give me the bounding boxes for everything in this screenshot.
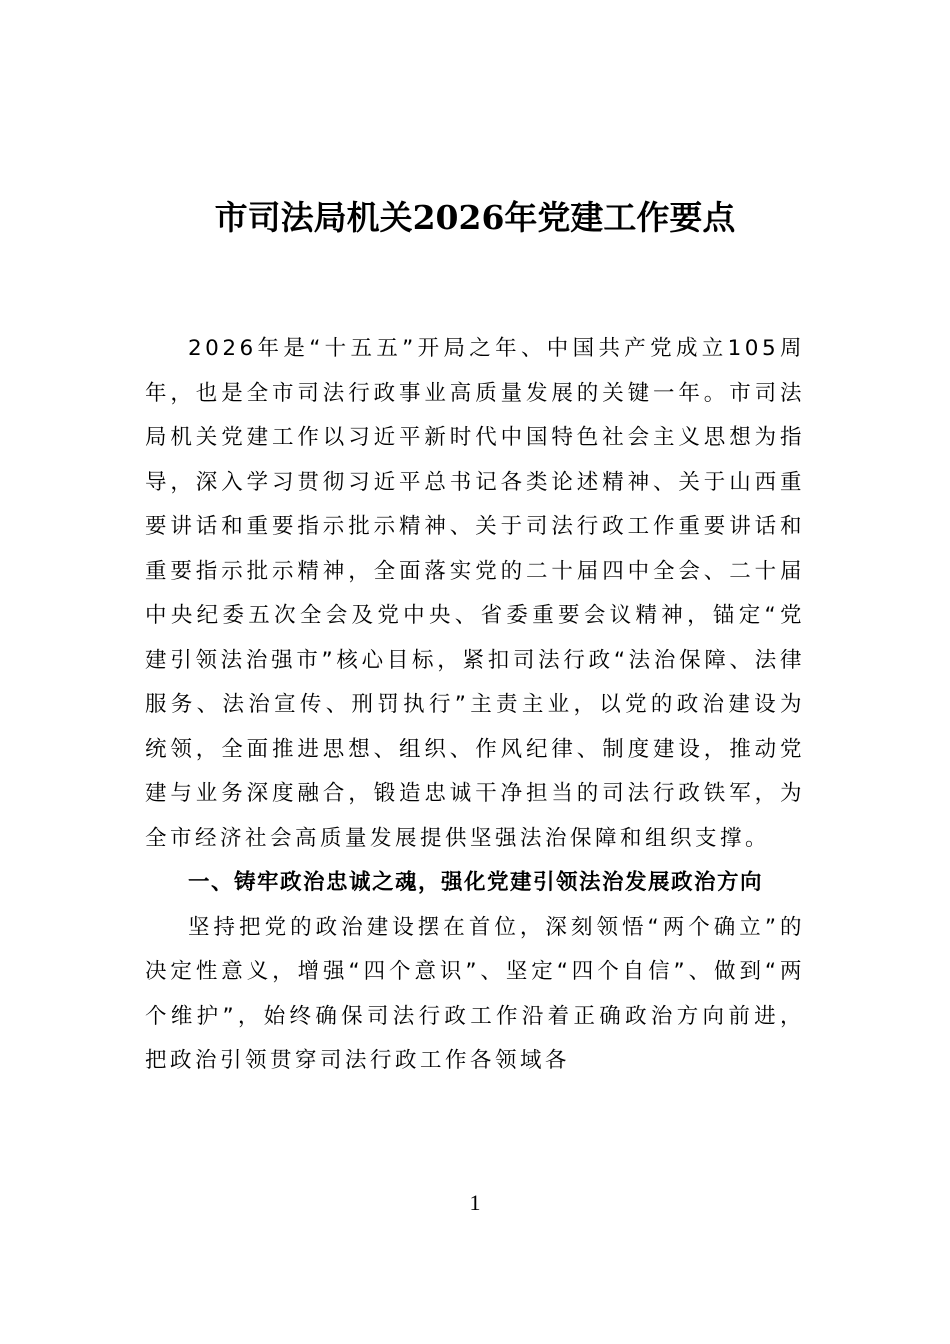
document-body: [145, 327, 805, 1084]
page-number: 1: [469, 1190, 481, 1215]
document-title: 市司法局机关2026年党建工作要点: [214, 198, 736, 237]
section-1-heading: 一、铸牢政治忠诚之魂，强化党建引领法治发展政治方向: [188, 870, 764, 895]
intro-paragraph: 2026年是“十五五”开局之年、中国共产党成立105周年，也是全市司法行政事业高质量发展的关键一年。市司法局机关党建工作以习近平新时代中国特色社会主义思想为指导，深入学习贯彻习近平总书记各类论述精神、关于山西重要讲话和重要指示批示精神、关于司法行政工作重要讲话和重要指示批示精神，全面落实党的二十届四中全会、二十届中央纪委五次全会及党中央、省委重要会议精神，锚定“党建引领法治强市”核心目标，紧扣司法行政“法治保障、法律服务、法治宣传、刑罚执行”主责主业，以党的政治建设为统领，全面推进思想、组织、作风纪律、制度建设，推动党建与业务深度融合，锻造忠诚干净担当的司法行政铁军，为全市经济社会高质量发展提供坚强法治保障和组织支撑。: [145, 336, 805, 851]
section-1-paragraph: 坚持把党的政治建设摆在首位，深刻领悟“两个确立”的决定性意义，增强“四个意识”、坚定“四个自信”、做到“两个维护”，始终确保司法行政工作沿着正确政治方向前进，把政治引领贯穿司法行政工作各领域各: [145, 914, 805, 1073]
